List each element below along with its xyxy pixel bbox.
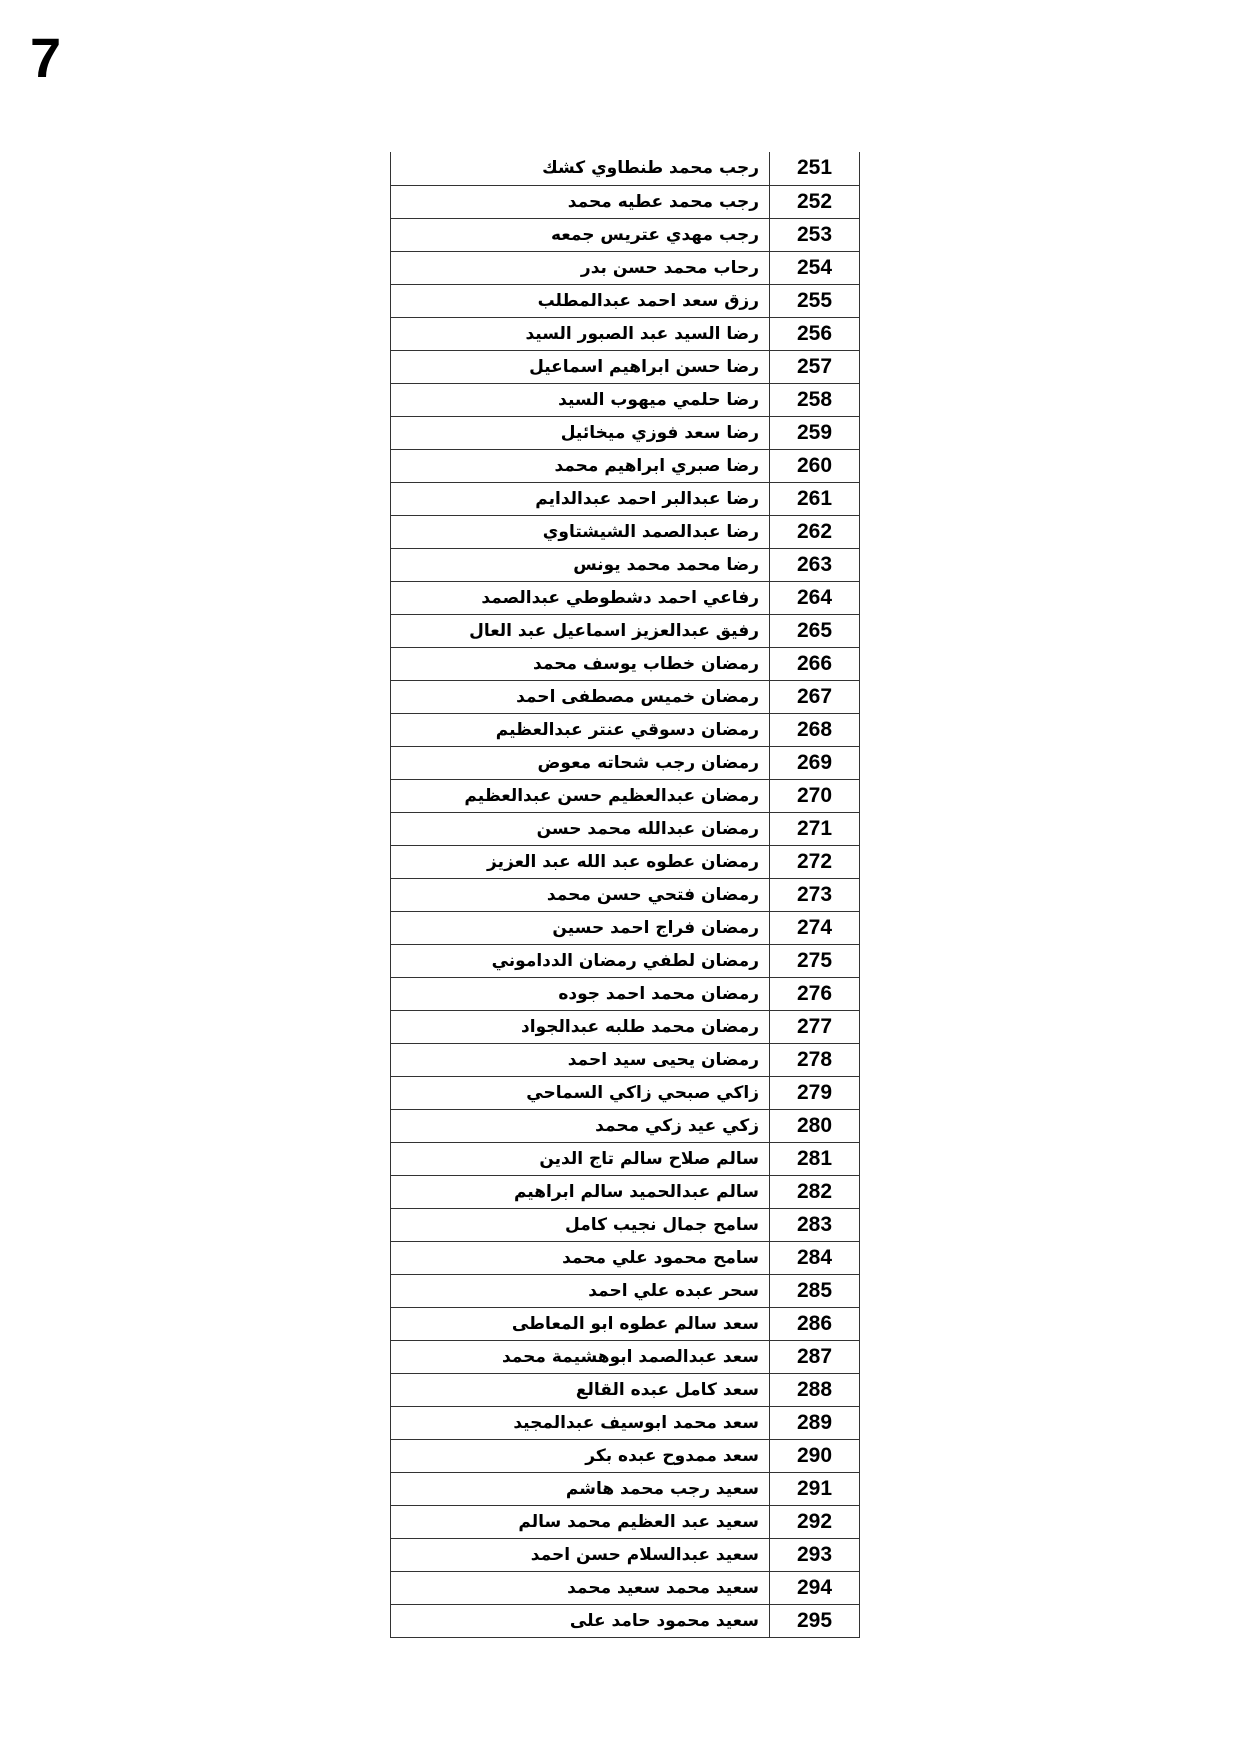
row-number-cell: 251	[770, 152, 860, 185]
table-row	[391, 977, 860, 1010]
row-name-cell: رجب محمد عطيه محمد	[391, 185, 770, 218]
table-row	[391, 1571, 860, 1604]
row-number-cell: 274	[770, 911, 860, 944]
row-number-cell: 282	[770, 1175, 860, 1208]
table-row	[391, 251, 860, 284]
table-row	[391, 218, 860, 251]
row-number-cell: 294	[770, 1571, 860, 1604]
row-name-cell: سعد كامل عبده القالع	[391, 1373, 770, 1406]
row-number-cell: 293	[770, 1538, 860, 1571]
table-row	[391, 416, 860, 449]
row-name-cell: سحر عبده علي احمد	[391, 1274, 770, 1307]
row-name-cell: زكي عيد زكي محمد	[391, 1109, 770, 1142]
row-name-cell: رمضان يحيى سيد احمد	[391, 1043, 770, 1076]
table-row	[391, 581, 860, 614]
row-name-cell: رضا سعد فوزي ميخائيل	[391, 416, 770, 449]
table-row	[391, 1472, 860, 1505]
table-row	[391, 1142, 860, 1175]
row-number-cell: 289	[770, 1406, 860, 1439]
row-name-cell: رمضان خميس مصطفى احمد	[391, 680, 770, 713]
table-row	[391, 1505, 860, 1538]
row-number-cell: 266	[770, 647, 860, 680]
row-name-cell: رزق سعد احمد عبدالمطلب	[391, 284, 770, 317]
row-name-cell: سعد سالم عطوه ابو المعاطى	[391, 1307, 770, 1340]
row-name-cell: رضا حسن ابراهيم اسماعيل	[391, 350, 770, 383]
row-number-cell: 286	[770, 1307, 860, 1340]
row-number-cell: 285	[770, 1274, 860, 1307]
row-number-cell: 291	[770, 1472, 860, 1505]
row-name-cell: رمضان دسوقي عنتر عبدالعظيم	[391, 713, 770, 746]
row-number-cell: 287	[770, 1340, 860, 1373]
row-number-cell: 261	[770, 482, 860, 515]
table-row	[391, 1340, 860, 1373]
table-row	[391, 1175, 860, 1208]
row-name-cell: رمضان خطاب يوسف محمد	[391, 647, 770, 680]
table-row	[391, 713, 860, 746]
table-row	[391, 1439, 860, 1472]
table-row	[391, 845, 860, 878]
table-row	[391, 746, 860, 779]
table-row	[391, 647, 860, 680]
table-row	[391, 515, 860, 548]
table-row	[391, 284, 860, 317]
row-name-cell: سعيد عبد العظيم محمد سالم	[391, 1505, 770, 1538]
table-row	[391, 1604, 860, 1637]
table-row	[391, 1307, 860, 1340]
names-table	[390, 152, 860, 1638]
table-row	[391, 1010, 860, 1043]
row-name-cell: سعيد رجب محمد هاشم	[391, 1472, 770, 1505]
row-number-cell: 281	[770, 1142, 860, 1175]
table-row	[391, 1043, 860, 1076]
table-row	[391, 1274, 860, 1307]
row-number-cell: 263	[770, 548, 860, 581]
row-number-cell: 257	[770, 350, 860, 383]
row-number-cell: 262	[770, 515, 860, 548]
row-number-cell: 290	[770, 1439, 860, 1472]
row-number-cell: 277	[770, 1010, 860, 1043]
row-name-cell: سعيد محمود حامد على	[391, 1604, 770, 1637]
row-name-cell: سالم عبدالحميد سالم ابراهيم	[391, 1175, 770, 1208]
row-name-cell: رمضان لطفي رمضان الدداموني	[391, 944, 770, 977]
row-number-cell: 255	[770, 284, 860, 317]
row-number-cell: 256	[770, 317, 860, 350]
row-number-cell: 260	[770, 449, 860, 482]
row-name-cell: رمضان محمد احمد جوده	[391, 977, 770, 1010]
row-number-cell: 292	[770, 1505, 860, 1538]
row-name-cell: سعد محمد ابوسيف عبدالمجيد	[391, 1406, 770, 1439]
table-row	[391, 1208, 860, 1241]
row-name-cell: زاكي صبحي زاكي السماحي	[391, 1076, 770, 1109]
row-name-cell: سعيد عبدالسلام حسن احمد	[391, 1538, 770, 1571]
table-row	[391, 944, 860, 977]
names-table-body	[391, 152, 860, 1637]
row-number-cell: 254	[770, 251, 860, 284]
row-number-cell: 284	[770, 1241, 860, 1274]
table-row	[391, 1076, 860, 1109]
row-number-cell: 283	[770, 1208, 860, 1241]
row-number-cell: 269	[770, 746, 860, 779]
row-name-cell: رجب محمد طنطاوي كشك	[391, 152, 770, 185]
page-number: 7	[30, 26, 62, 89]
row-number-cell: 264	[770, 581, 860, 614]
row-number-cell: 265	[770, 614, 860, 647]
table-row	[391, 482, 860, 515]
row-name-cell: رمضان عبدالعظيم حسن عبدالعظيم	[391, 779, 770, 812]
table-row	[391, 185, 860, 218]
table-row	[391, 1538, 860, 1571]
table-row	[391, 878, 860, 911]
table-row	[391, 1109, 860, 1142]
row-number-cell: 288	[770, 1373, 860, 1406]
row-name-cell: رضا محمد محمد يونس	[391, 548, 770, 581]
row-name-cell: رضا حلمي ميهوب السيد	[391, 383, 770, 416]
row-name-cell: رضا السيد عبد الصبور السيد	[391, 317, 770, 350]
row-number-cell: 275	[770, 944, 860, 977]
row-number-cell: 258	[770, 383, 860, 416]
row-number-cell: 279	[770, 1076, 860, 1109]
row-name-cell: رفاعي احمد دشطوطي عبدالصمد	[391, 581, 770, 614]
row-name-cell: رضا عبدالبر احمد عبدالدايم	[391, 482, 770, 515]
row-name-cell: رمضان فراج احمد حسين	[391, 911, 770, 944]
table-row	[391, 1373, 860, 1406]
table-row	[391, 680, 860, 713]
row-name-cell: رضا صبري ابراهيم محمد	[391, 449, 770, 482]
row-number-cell: 252	[770, 185, 860, 218]
table-row	[391, 449, 860, 482]
table-row	[391, 614, 860, 647]
row-name-cell: رمضان رجب شحاته معوض	[391, 746, 770, 779]
row-name-cell: سعيد محمد سعيد محمد	[391, 1571, 770, 1604]
row-number-cell: 268	[770, 713, 860, 746]
row-number-cell: 276	[770, 977, 860, 1010]
row-number-cell: 271	[770, 812, 860, 845]
row-name-cell: رضا عبدالصمد الشيشتاوي	[391, 515, 770, 548]
row-name-cell: رحاب محمد حسن بدر	[391, 251, 770, 284]
table-row	[391, 812, 860, 845]
table-row	[391, 779, 860, 812]
row-number-cell: 273	[770, 878, 860, 911]
table-row	[391, 1241, 860, 1274]
table-row	[391, 383, 860, 416]
table-row	[391, 911, 860, 944]
table-row	[391, 350, 860, 383]
table-row	[391, 548, 860, 581]
table-row	[391, 152, 860, 185]
row-name-cell: رمضان فتحي حسن محمد	[391, 878, 770, 911]
row-number-cell: 270	[770, 779, 860, 812]
table-row	[391, 1406, 860, 1439]
row-name-cell: رفيق عبدالعزيز اسماعيل عبد العال	[391, 614, 770, 647]
row-name-cell: سامح جمال نجيب كامل	[391, 1208, 770, 1241]
row-number-cell: 272	[770, 845, 860, 878]
row-number-cell: 253	[770, 218, 860, 251]
row-number-cell: 259	[770, 416, 860, 449]
row-name-cell: رمضان محمد طلبه عبدالجواد	[391, 1010, 770, 1043]
row-name-cell: سعد ممدوح عبده بكر	[391, 1439, 770, 1472]
row-name-cell: رجب مهدي عتريس جمعه	[391, 218, 770, 251]
row-name-cell: سعد عبدالصمد ابوهشيمة محمد	[391, 1340, 770, 1373]
table-row	[391, 317, 860, 350]
row-name-cell: رمضان عطوه عبد الله عبد العزيز	[391, 845, 770, 878]
row-number-cell: 267	[770, 680, 860, 713]
row-name-cell: رمضان عبدالله محمد حسن	[391, 812, 770, 845]
row-number-cell: 295	[770, 1604, 860, 1637]
row-name-cell: سالم صلاح سالم تاج الدين	[391, 1142, 770, 1175]
row-number-cell: 278	[770, 1043, 860, 1076]
row-name-cell: سامح محمود علي محمد	[391, 1241, 770, 1274]
row-number-cell: 280	[770, 1109, 860, 1142]
